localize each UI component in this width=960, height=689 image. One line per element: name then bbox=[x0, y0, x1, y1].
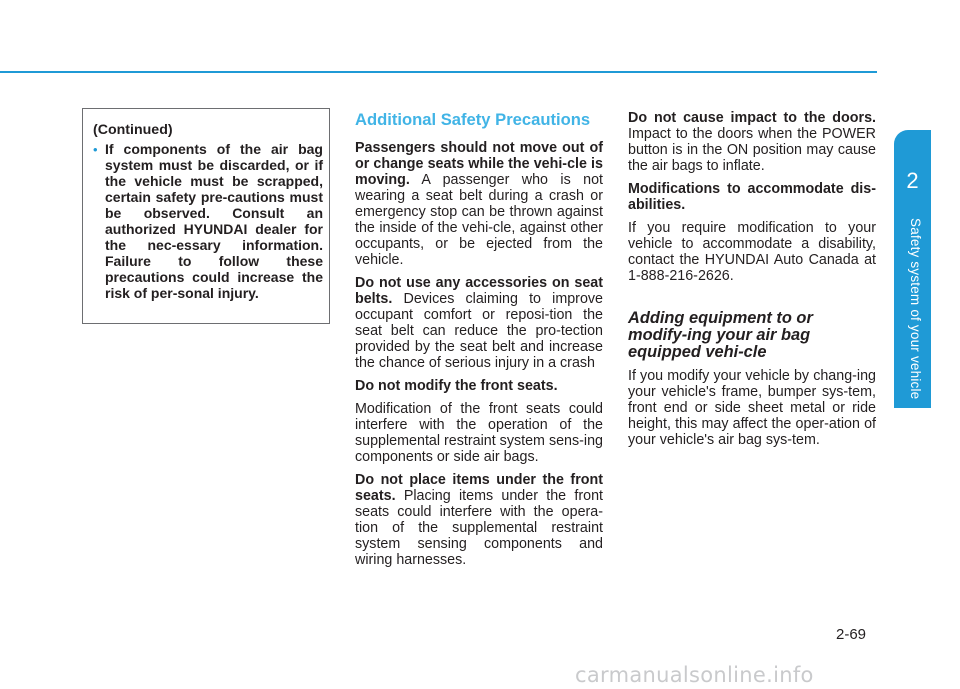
paragraph-doors bbox=[628, 110, 876, 174]
paragraph-lead: Passengers should not move out of or change seats while the vehi-cle is moving. bbox=[355, 140, 603, 188]
warning-text: If components of the air bag system must be discarded, or if the vehicle must be scrapped, certain safety pre-cautions must be observed. Consult an authorized HYUNDAI dealer for the nec-essary information. Failure to follow these precautions could increase the risk of per-sonal injury. bbox=[105, 141, 323, 301]
paragraph-body: A passenger who is not wearing a seat belt during a crash or emergency stop can be thrown against the inside of the vehi-cle, against other occupants, or be ejected from the vehicle. bbox=[355, 172, 603, 268]
paragraph-lead: Do not place items under the front seats. bbox=[355, 472, 603, 504]
chapter-title: Safety system of your vehicle bbox=[908, 218, 923, 400]
chapter-tab[interactable] bbox=[894, 130, 931, 408]
middle-column bbox=[355, 110, 603, 575]
paragraph-body: Placing items under the front seats could interfere with the opera-tion of the supplemental restraint system sensing components and wiring harnesses. bbox=[355, 488, 603, 568]
paragraph-body: Impact to the doors when the POWER button is in the ON position may cause the air bags to inflate. bbox=[628, 126, 876, 174]
paragraph-items-under-seats bbox=[355, 472, 603, 568]
warning-continued-label: (Continued) bbox=[93, 122, 173, 138]
paragraph-heading-disabilities: Modifications to accommodate dis-abilities. bbox=[628, 181, 876, 213]
paragraph-front-seats: Modification of the front seats could interfere with the operation of the supplemental restraint system sens-ing components or side air bags. bbox=[355, 401, 603, 465]
paragraph-body: Devices claiming to improve occupant comfort or reposi-tion the seat belt can reduce the pro-tection provided by the seat belt and increase the chance of serious injury in a crash bbox=[355, 291, 603, 371]
subsection-heading: Adding equipment to or modify-ing your air bag equipped vehi-cle bbox=[628, 309, 813, 361]
bullet-icon: • bbox=[93, 142, 98, 157]
page-number: 2-69 bbox=[836, 626, 867, 643]
paragraph-disabilities: If you require modification to your vehicle to accommodate a disability, contact the HYUNDAI Auto Canada at 1-888-216-2626. bbox=[628, 220, 876, 284]
paragraph-lead: Do not cause impact to the doors. bbox=[628, 110, 876, 126]
paragraph-modify-vehicle: If you modify your vehicle by chang-ing your vehicle's frame, bumper sys-tem, front end or side sheet metal or ride height, this may affect the oper-ation of your vehicle's air bag sys-tem. bbox=[628, 368, 876, 448]
paragraph-lead: Do not use any accessories on seat belts. bbox=[355, 275, 603, 307]
paragraph-seat-change bbox=[355, 140, 603, 268]
paragraph-accessories bbox=[355, 275, 603, 371]
section-heading: Additional Safety Precautions bbox=[355, 110, 591, 129]
right-column bbox=[628, 110, 876, 455]
paragraph-heading-front-seats: Do not modify the front seats. bbox=[355, 378, 558, 394]
header-rule bbox=[0, 71, 877, 73]
watermark: carmanualsonline.info bbox=[575, 663, 814, 687]
chapter-number: 2 bbox=[906, 168, 919, 193]
warning-box bbox=[82, 108, 330, 324]
